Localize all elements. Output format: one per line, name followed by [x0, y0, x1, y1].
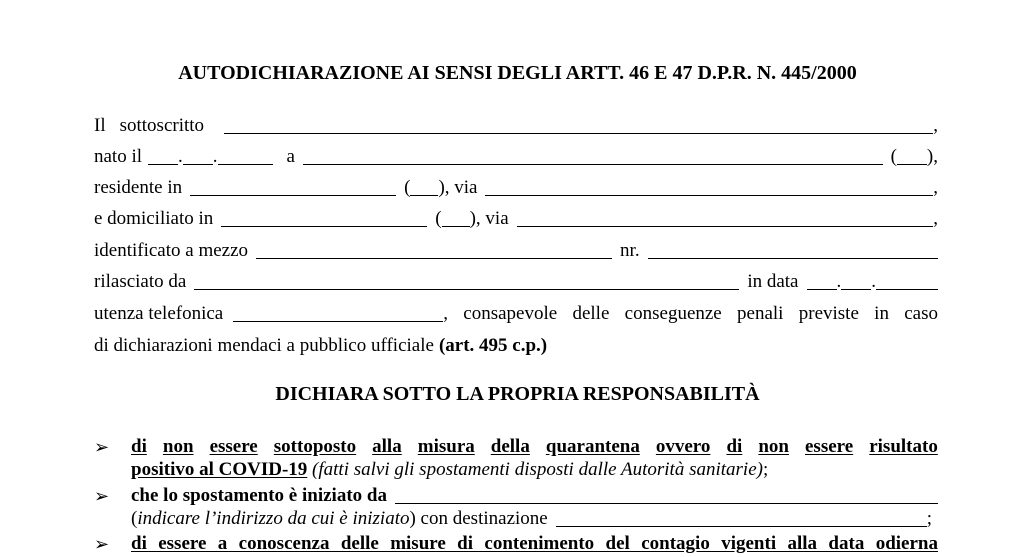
- domicile-street-field[interactable]: [517, 209, 934, 227]
- arrow-bullet-icon: ➢: [94, 534, 110, 554]
- section-heading: DICHIARA SOTTO LA PROPRIA RESPONSABILITÀ: [275, 383, 760, 405]
- form-line-identification: [94, 238, 938, 262]
- declaration-2-line-1: [131, 485, 938, 507]
- issue-day-field[interactable]: [807, 272, 837, 290]
- label-identificato: identificato a mezzo: [94, 240, 249, 261]
- birth-day-field[interactable]: [148, 147, 178, 165]
- arrow-bullet-icon: ➢: [94, 486, 110, 506]
- form-line-mendaci: [94, 333, 938, 357]
- form-line-domicile: e domiciliato in ( ), via ,: [94, 208, 938, 229]
- birth-province-field[interactable]: [897, 147, 927, 165]
- form-line-issued: rilasciato da in data . .: [94, 269, 938, 293]
- form-line-residence: residente in ( ), via ,: [94, 177, 938, 198]
- issue-year-field[interactable]: [876, 272, 938, 290]
- name-field[interactable]: [224, 116, 933, 134]
- label-residente-in: residente in: [94, 177, 183, 198]
- exception-note: (fatti salvi gli spostamenti disposti dalle Autorità sanitarie): [312, 459, 763, 480]
- domicile-province-field[interactable]: [442, 209, 470, 227]
- document-title: AUTODICHIARAZIONE AI SENSI DEGLI ARTT. 46 E 47 D.P.R. N. 445/2000: [178, 62, 857, 84]
- id-number-field[interactable]: [648, 241, 938, 259]
- mendaci-text: di dichiarazioni mendaci a pubblico ufficiale: [94, 335, 434, 356]
- form-line-phone: [94, 301, 938, 325]
- label-il: Il: [94, 115, 106, 136]
- birth-year-field[interactable]: [218, 147, 273, 165]
- destination-field[interactable]: [556, 509, 927, 527]
- issued-by-field[interactable]: [194, 272, 739, 290]
- label-domiciliato-in: e domiciliato in: [94, 208, 214, 229]
- birth-place-field[interactable]: [303, 147, 883, 165]
- declaration-1-line-2: positivo al COVID-19 (fatti salvi gli spostamenti disposti dalle Autorità sanitarie);: [131, 459, 769, 480]
- consequences-text: , consapevole delle conseguenze penali previste in caso: [443, 303, 938, 324]
- domicile-city-field[interactable]: [221, 209, 427, 227]
- form-line-sottoscritto: Il sottoscritto ,: [94, 115, 938, 136]
- residence-street-field[interactable]: [485, 178, 933, 196]
- trip-start-label: che lo spostamento è iniziato da: [131, 485, 387, 506]
- label-nr: nr.: [620, 240, 640, 261]
- label-utenza-telefonica: utenza telefonica: [94, 303, 224, 324]
- start-address-hint: indicare l’indirizzo da cui è iniziato: [137, 508, 410, 529]
- trip-start-field[interactable]: [395, 486, 938, 504]
- arrow-bullet-icon: ➢: [94, 437, 110, 457]
- issue-month-field[interactable]: [841, 272, 871, 290]
- phone-field[interactable]: [233, 304, 443, 322]
- residence-province-field[interactable]: [410, 178, 438, 196]
- declaration-1-line-1: di non essere sottoposto alla misura della quarantena ovvero di non essere risultato: [131, 436, 938, 457]
- birth-month-field[interactable]: [183, 147, 213, 165]
- id-document-field[interactable]: [256, 241, 612, 259]
- label-nato-il: nato il: [94, 146, 143, 167]
- label-sottoscritto: sottoscritto: [119, 115, 205, 136]
- article-reference: (art. 495 c.p.): [438, 335, 548, 356]
- covid-positive-text: positivo al COVID-19: [131, 459, 308, 480]
- declaration-2-line-2: ( indicare l’indirizzo da cui è iniziato ) con destinazione ;: [131, 508, 932, 529]
- form-line-birth: nato il . . a ( ),: [94, 146, 938, 167]
- label-rilasciato-da: rilasciato da: [94, 271, 187, 292]
- residence-city-field[interactable]: [190, 178, 396, 196]
- declaration-3-line-1: di essere a conoscenza delle misure di contenimento del contagio vigenti alla data odierna: [131, 533, 938, 554]
- label-in-data: in data: [747, 271, 799, 292]
